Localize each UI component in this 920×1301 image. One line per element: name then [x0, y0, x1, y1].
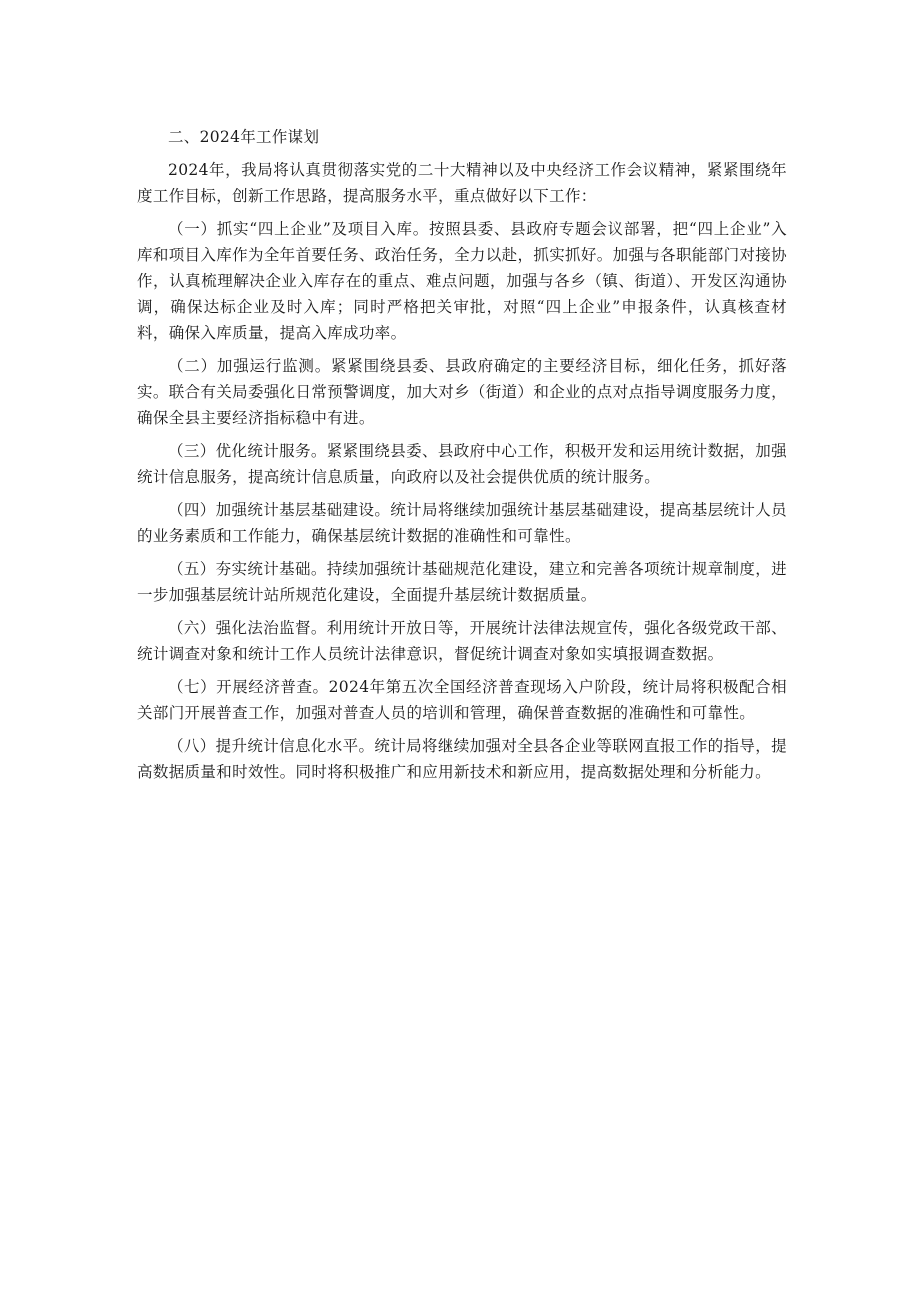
work-item-7: （七）开展经济普查。2024年第五次全国经济普查现场入户阶段，统计局将积极配合相关部门开展普查工作，加强对普查人员的培训和管理，确保普查数据的准确性和可靠性。 — [137, 678, 787, 722]
work-item-2: （二）加强运行监测。紧紧围绕县委、县政府确定的主要经济目标，细化任务，抓好落实。联合有关局委强化日常预警调度，加大对乡（街道）和企业的点对点指导调度服务力度，确保全县主要经济指标稳中有进。 — [137, 357, 787, 427]
work-item-6: （六）强化法治监督。利用统计开放日等，开展统计法律法规宣传，强化各级党政干部、统计调查对象和统计工作人员统计法律意识，督促统计调查对象如实填报调查数据。 — [137, 619, 787, 663]
intro-paragraph: 2024年，我局将认真贯彻落实党的二十大精神以及中央经济工作会议精神，紧紧围绕年度工作目标，创新工作思路，提高服务水平，重点做好以下工作： — [137, 161, 787, 205]
work-item-5: （五）夯实统计基础。持续加强统计基础规范化建设，建立和完善各项统计规章制度，进一步加强基层统计站所规范化建设，全面提升基层统计数据质量。 — [137, 560, 787, 604]
document-page — [137, 124, 787, 792]
work-item-8: （八）提升统计信息化水平。统计局将继续加强对全县各企业等联网直报工作的指导，提高数据质量和时效性。同时将积极推广和应用新技术和新应用，提高数据处理和分析能力。 — [137, 737, 787, 781]
section-heading: 二、2024年工作谋划 — [168, 128, 320, 146]
work-item-4: （四）加强统计基层基础建设。统计局将继续加强统计基层基础建设，提高基层统计人员的业务素质和工作能力，确保基层统计数据的准确性和可靠性。 — [137, 501, 787, 545]
work-item-1: （一）抓实“四上企业”及项目入库。按照县委、县政府专题会议部署，把“四上企业”入库和项目入库作为全年首要任务、政治任务，全力以赴，抓实抓好。加强与各职能部门对接协作，认真梳理解决企业入库存在的重点、难点问题，加强与各乡（镇、街道）、开发区沟通协调，确保达标企业及时入库；同时严格把关审批，对照“四上企业”申报条件，认真核查材料，确保入库质量，提高入库成功率。 — [137, 220, 787, 342]
work-item-3: （三）优化统计服务。紧紧围绕县委、县政府中心工作，积极开发和运用统计数据，加强统计信息服务，提高统计信息质量，向政府以及社会提供优质的统计服务。 — [137, 442, 787, 486]
